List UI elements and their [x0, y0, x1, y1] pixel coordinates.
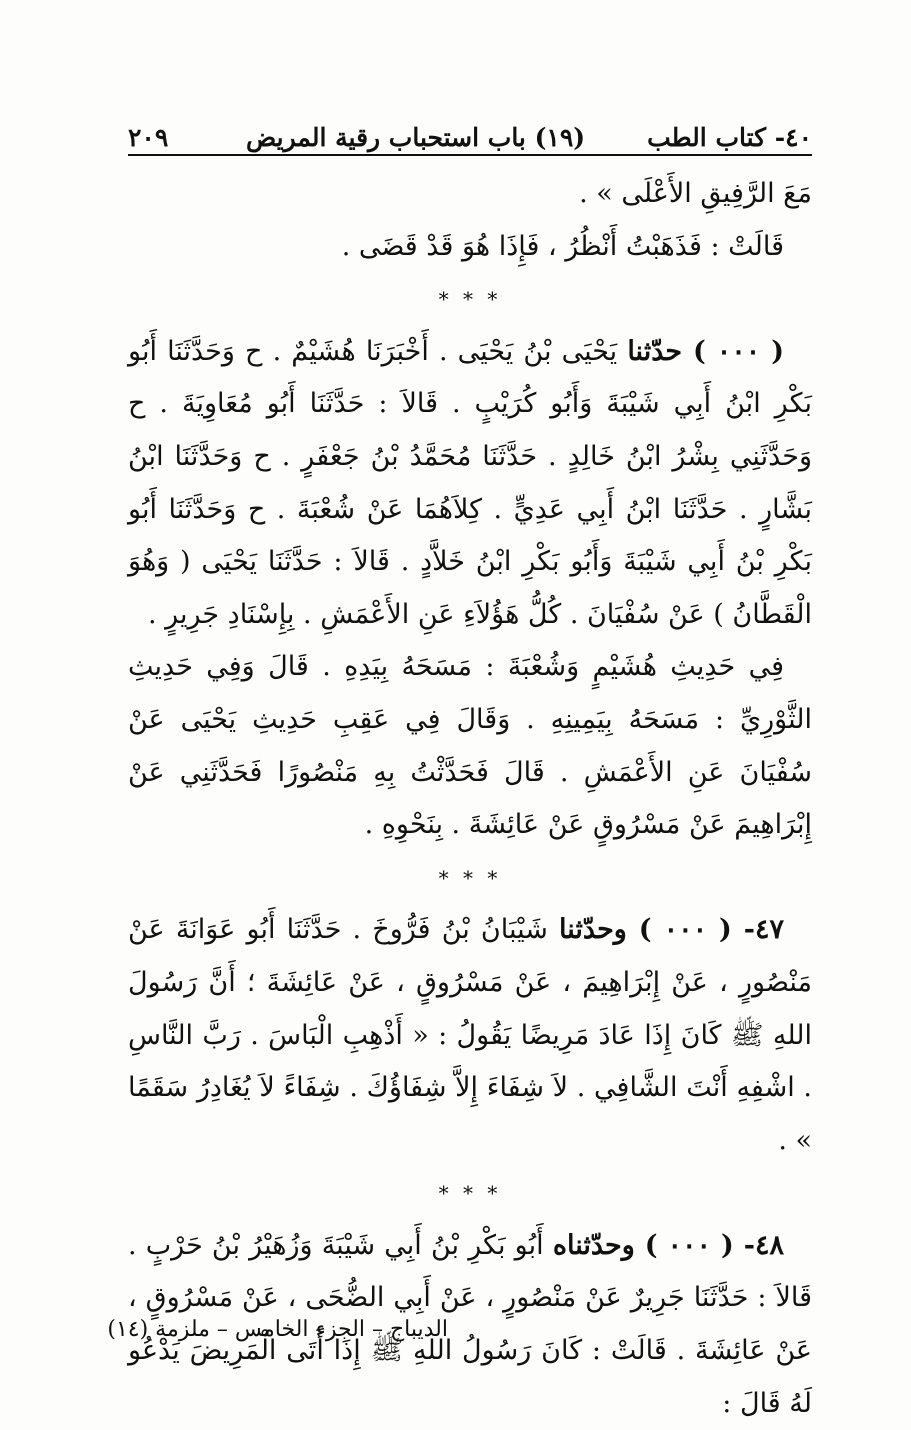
- section-separator: * * *: [438, 287, 502, 312]
- signature-footer: الديباج – الجزء الخامس – ملزمة (١٤): [107, 1317, 448, 1342]
- section-separator: * * *: [438, 865, 502, 890]
- section-title: (١٩) باب استحباب رقية المريض: [246, 123, 586, 152]
- section-separator: * * *: [438, 1181, 502, 1206]
- paragraph-commentary: فِي حَدِيثِ هُشَيْمٍ وَشُعْبَةَ : مَسَحَهُ بِيَدِهِ . قَالَ وَفِي حَدِيثِ الثَّوْرِيِّ : مَسَحَهُ بِيَمِينِهِ . وَقَالَ فِي عَقِبِ حَدِيثِ يَحْيَى عَنْ سُفْيَانَ عَنِ الأَعْمَشِ . قَالَ فَحَدَّثْتُ بِهِ مَنْصُورًا فَحَدَّثَنِي عَنْ إِبْرَاهِيمَ عَنْ مَسْرُوقٍ عَنْ عَائِشَةَ . بِنَحْوِهِ .: [128, 651, 812, 841]
- paragraph-qalat: قَالَتْ : فَذَهَبْتُ أَنْظُرُ ، فَإِذَا هُوَ قَدْ قَضَى .: [341, 230, 784, 262]
- hadith-paragraph-47: [128, 904, 812, 1167]
- hadith-paragraph-isnad: [128, 326, 812, 642]
- running-header: [128, 112, 812, 152]
- page-number: ٢٠٩: [128, 123, 169, 152]
- hadith-text: أَبُو بَكْرِ بْنُ أَبِي شَيْبَةَ وَزُهَيْرُ بْنُ حَرْبٍ . قَالاَ : حَدَّثَنَا جَرِيرٌ عَنْ مَنْصُورٍ ، عَنْ أَبِي الضُّحَى ، عَنْ مَسْرُوقٍ ، عَنْ عَائِشَةَ . قَالَتْ : كَانَ رَسُولُ اللهِ ﷺ إِذَا أَتَى الْمَرِيضَ يَدْعُو لَهُ قَالَ :: [128, 1229, 812, 1419]
- text-body: [107, 168, 812, 1430]
- paragraph-continuation: مَعَ الرَّفِيقِ الأَعْلَى » .: [579, 178, 812, 209]
- chapter-title: ٤٠- كتاب الطب: [647, 123, 812, 152]
- hadith-text: شَيْبَانُ بْنُ فَرُّوخَ . حَدَّثَنَا أَبُو عَوَانَةَ عَنْ مَنْصُورٍ ، عَنْ إِبْرَاهِيمَ ، عَنْ مَسْرُوقٍ ، عَنْ عَائِشَةَ ؛ أَنَّ رَسُولَ اللهِ ﷺ كَانَ إِذَا عَادَ مَرِيضًا يَقُولُ : « أَذْهِبِ الْبَاسَ . رَبَّ النَّاسِ . اشْفِهِ أَنْتَ الشَّافِي . لاَ شِفَاءَ إِلاَّ شِفَاؤُكَ . شِفَاءً لاَ يُغَادِرُ سَقَمًا » .: [128, 914, 812, 1156]
- header-rule: [128, 154, 812, 156]
- hadith-lead: ٤٨- ( ٠٠٠ ) وحدّثناه: [552, 1229, 785, 1261]
- hadith-text: يَحْيَى بْنُ يَحْيَى . أَخْبَرَنَا هُشَيْمٌ . ح وَحَدَّثَنَا أَبُو بَكْرِ ابْنُ أَبِي شَيْبَةَ وَأَبُو كُرَيْبٍ . قَالاَ : حَدَّثَنَا أَبُو مُعَاوِيَةَ . ح وَحَدَّثَنِي بِشْرُ ابْنُ خَالِدٍ . حَدَّثَنَا مُحَمَّدُ بْنُ جَعْفَرٍ . ح وَحَدَّثَنَا ابْنُ بَشَّارٍ . حَدَّثَنَا ابْنُ أَبِي عَدِيٍّ . كِلاَهُمَا عَنْ شُعْبَةَ . ح وَحَدَّثَنَا أَبُو بَكْرِ بْنُ أَبِي شَيْبَةَ وَأَبُو بَكْرِ ابْنُ خَلاَّدٍ . قَالاَ : حَدَّثَنَا يَحْيَى ( وَهُوَ الْقَطَّانُ ) عَنْ سُفْيَانَ . كُلُّ هَؤُلاَءِ عَنِ الأَعْمَشِ . بِإِسْنَادِ جَرِيرٍ .: [128, 335, 812, 630]
- hadith-lead: ٤٧- ( ٠٠٠ ) وحدّثنا: [559, 914, 785, 946]
- hadith-lead: ( ٠٠٠ ) حدّثنا: [627, 335, 784, 367]
